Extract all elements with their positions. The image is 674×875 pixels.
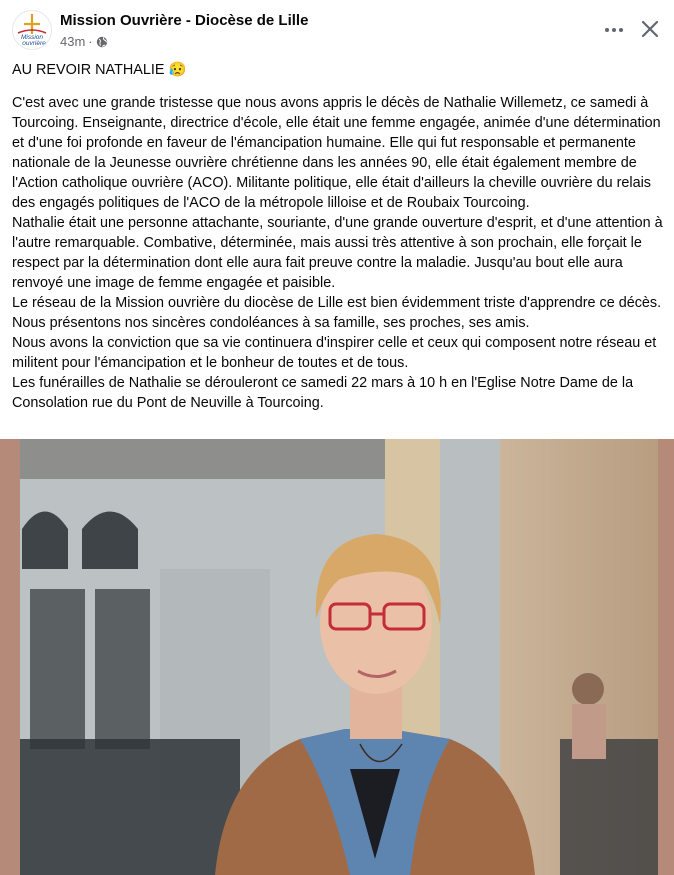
logo-text-2: ouvrière [22, 40, 46, 47]
post-paragraph-1: C'est avec une grande tristesse que nous avons appris le décès de Nathalie Willemetz, ce samedi à Tourcoing. Enseignante, directrice d'école, elle était une femme engagée, animée d'une détermination et d'une foi profonde en faveur de l'émancipation humaine. Elle qui fut responsable et permanente nationale de la Jeunesse ouvrière chrétienne dans les années 90, elle était également membre de l'Action catholique ouvrière (ACO). Militante politique, elle était d'ailleurs la cheville ouvrière du relais des engagés politiques de l'ACO de la métropole lilloise et de Roubaix Tourcoing. [12, 95, 661, 211]
post-paragraph-2: Nathalie était une personne attachante, souriante, d'une grande ouverture d'esprit, et d'une attention à l'autre remarquable. Combative, déterminée, mais aussi très attentive à son prochain, elle forçait le respect par la détermination dont elle aura fait preuve contre la maladie. Jusqu'au bout elle aura renvoyé une image de femme engagée et paisible. [12, 215, 663, 291]
post-title [12, 60, 668, 80]
post-title-text: AU REVOIR NATHALIE [12, 62, 165, 78]
post-photo[interactable] [0, 439, 674, 875]
post-paragraph-4: Nous avons la conviction que sa vie continuera d'inspirer celle et ceux qui composent notre réseau et militent pour l'émancipation et le bonheur de toutes et de tous. [12, 335, 657, 371]
globe-icon[interactable] [96, 36, 108, 48]
post-timestamp[interactable]: 43m [60, 34, 86, 49]
post-body [12, 60, 668, 413]
logo-text-1: Mission [20, 34, 44, 41]
post-header [0, 0, 674, 58]
post-meta [60, 34, 108, 49]
page-avatar[interactable] [12, 10, 52, 50]
sad-emoji: 😥 [168, 62, 187, 78]
page-name-link[interactable]: Mission Ouvrière - Diocèse de Lille [60, 12, 309, 29]
meta-separator: · [88, 34, 93, 49]
post-paragraph-3: Le réseau de la Mission ouvrière du diocèse de Lille est bien évidemment triste d'apprendre ce décès. Nous présentons nos sincères condoléances à sa famille, ses proches, ses amis. [12, 295, 662, 331]
more-options-icon[interactable] [600, 18, 628, 42]
post-paragraph-5: Les funérailles de Nathalie se dérouleront ce samedi 22 mars à 10 h en l'Eglise Notre Dame de la Consolation rue du Pont de Neuville à Tourcoing. [12, 375, 634, 411]
mission-ouvriere-logo [13, 11, 51, 49]
close-icon[interactable] [638, 17, 662, 41]
portrait-image [0, 439, 674, 875]
